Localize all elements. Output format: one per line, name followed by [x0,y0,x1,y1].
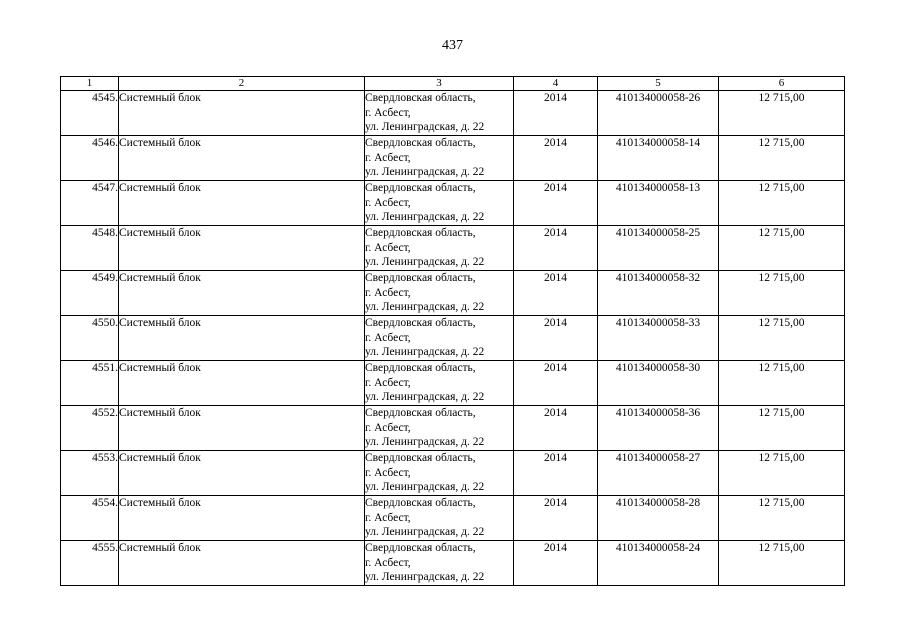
item-name: Системный блок [119,361,365,406]
item-address [365,271,514,316]
item-name: Системный блок [119,181,365,226]
address-line-region: Свердловская область, [365,272,476,284]
inventory-number: 410134000058-27 [598,451,719,496]
item-name: Системный блок [119,91,365,136]
item-address [365,91,514,136]
item-cost: 12 715,00 [719,136,845,181]
address-line-city: г. Асбест, [365,511,411,524]
item-name: Системный блок [119,316,365,361]
address-line-street: ул. Ленинградская, д. 22 [365,481,485,493]
item-name: Системный блок [119,226,365,271]
row-number: 4554. [61,496,119,541]
address-line-city: г. Асбест, [365,286,411,299]
row-number: 4548. [61,226,119,271]
address-line-region: Свердловская область, [365,137,476,149]
item-name: Системный блок [119,541,365,586]
address-line-city: г. Асбест, [365,466,411,479]
column-header-3: 3 [365,77,514,91]
inventory-number: 410134000058-13 [598,181,719,226]
table-row [61,91,845,136]
table-row [61,451,845,496]
address-line-street: ул. Ленинградская, д. 22 [365,571,485,583]
item-address [365,226,514,271]
item-name: Системный блок [119,406,365,451]
item-address [365,136,514,181]
address-line-region: Свердловская область, [365,497,476,509]
property-table [60,76,845,586]
inventory-number: 410134000058-33 [598,316,719,361]
inventory-number: 410134000058-26 [598,91,719,136]
item-cost: 12 715,00 [719,406,845,451]
address-line-city: г. Асбест, [365,241,411,254]
address-line-region: Свердловская область, [365,407,476,419]
address-line-street: ул. Ленинградская, д. 22 [365,526,485,538]
item-year: 2014 [514,451,598,496]
row-number: 4546. [61,136,119,181]
address-line-street: ул. Ленинградская, д. 22 [365,346,485,358]
address-line-city: г. Асбест, [365,556,411,569]
row-number: 4552. [61,406,119,451]
row-number: 4551. [61,361,119,406]
page-number: 437 [442,38,463,53]
item-cost: 12 715,00 [719,316,845,361]
inventory-number: 410134000058-32 [598,271,719,316]
item-address [365,496,514,541]
table-row [61,541,845,586]
address-line-region: Свердловская область, [365,92,476,104]
item-name: Системный блок [119,271,365,316]
item-address [365,451,514,496]
row-number: 4549. [61,271,119,316]
item-year: 2014 [514,541,598,586]
address-line-street: ул. Ленинградская, д. 22 [365,256,485,268]
row-number: 4550. [61,316,119,361]
address-line-region: Свердловская область, [365,452,476,464]
item-cost: 12 715,00 [719,181,845,226]
inventory-number: 410134000058-24 [598,541,719,586]
item-address [365,361,514,406]
table-row [61,316,845,361]
column-header-4: 4 [514,77,598,91]
table-row [61,361,845,406]
inventory-number: 410134000058-25 [598,226,719,271]
item-address [365,181,514,226]
table-row [61,271,845,316]
inventory-number: 410134000058-30 [598,361,719,406]
item-year: 2014 [514,361,598,406]
address-line-city: г. Асбест, [365,376,411,389]
address-line-city: г. Асбест, [365,331,411,344]
address-line-region: Свердловская область, [365,542,476,554]
address-line-region: Свердловская область, [365,182,476,194]
item-cost: 12 715,00 [719,226,845,271]
item-cost: 12 715,00 [719,271,845,316]
table-row [61,496,845,541]
table-row [61,181,845,226]
row-number: 4555. [61,541,119,586]
item-address [365,541,514,586]
item-name: Системный блок [119,496,365,541]
address-line-street: ул. Ленинградская, д. 22 [365,121,485,133]
row-number: 4545. [61,91,119,136]
address-line-city: г. Асбест, [365,106,411,119]
address-line-street: ул. Ленинградская, д. 22 [365,211,485,223]
inventory-number: 410134000058-14 [598,136,719,181]
address-line-region: Свердловская область, [365,317,476,329]
column-header-1: 1 [61,77,119,91]
address-line-city: г. Асбест, [365,421,411,434]
item-name: Системный блок [119,136,365,181]
item-cost: 12 715,00 [719,496,845,541]
column-header-5: 5 [598,77,719,91]
address-line-street: ул. Ленинградская, д. 22 [365,301,485,313]
item-year: 2014 [514,91,598,136]
address-line-region: Свердловская область, [365,362,476,374]
column-header-6: 6 [719,77,845,91]
item-year: 2014 [514,406,598,451]
address-line-street: ул. Ленинградская, д. 22 [365,436,485,448]
item-cost: 12 715,00 [719,541,845,586]
item-address [365,406,514,451]
address-line-street: ул. Ленинградская, д. 22 [365,391,485,403]
item-year: 2014 [514,271,598,316]
item-year: 2014 [514,136,598,181]
address-line-city: г. Асбест, [365,196,411,209]
table-row [61,406,845,451]
inventory-number: 410134000058-28 [598,496,719,541]
address-line-street: ул. Ленинградская, д. 22 [365,166,485,178]
item-year: 2014 [514,181,598,226]
item-name: Системный блок [119,451,365,496]
column-header-2: 2 [119,77,365,91]
item-cost: 12 715,00 [719,361,845,406]
row-number: 4547. [61,181,119,226]
row-number: 4553. [61,451,119,496]
item-cost: 12 715,00 [719,91,845,136]
table-row [61,136,845,181]
address-line-region: Свердловская область, [365,227,476,239]
item-cost: 12 715,00 [719,451,845,496]
table-row [61,226,845,271]
item-year: 2014 [514,316,598,361]
item-year: 2014 [514,226,598,271]
table-body [61,91,845,586]
inventory-number: 410134000058-36 [598,406,719,451]
item-year: 2014 [514,496,598,541]
address-line-city: г. Асбест, [365,151,411,164]
item-address [365,316,514,361]
header-row [61,77,845,91]
